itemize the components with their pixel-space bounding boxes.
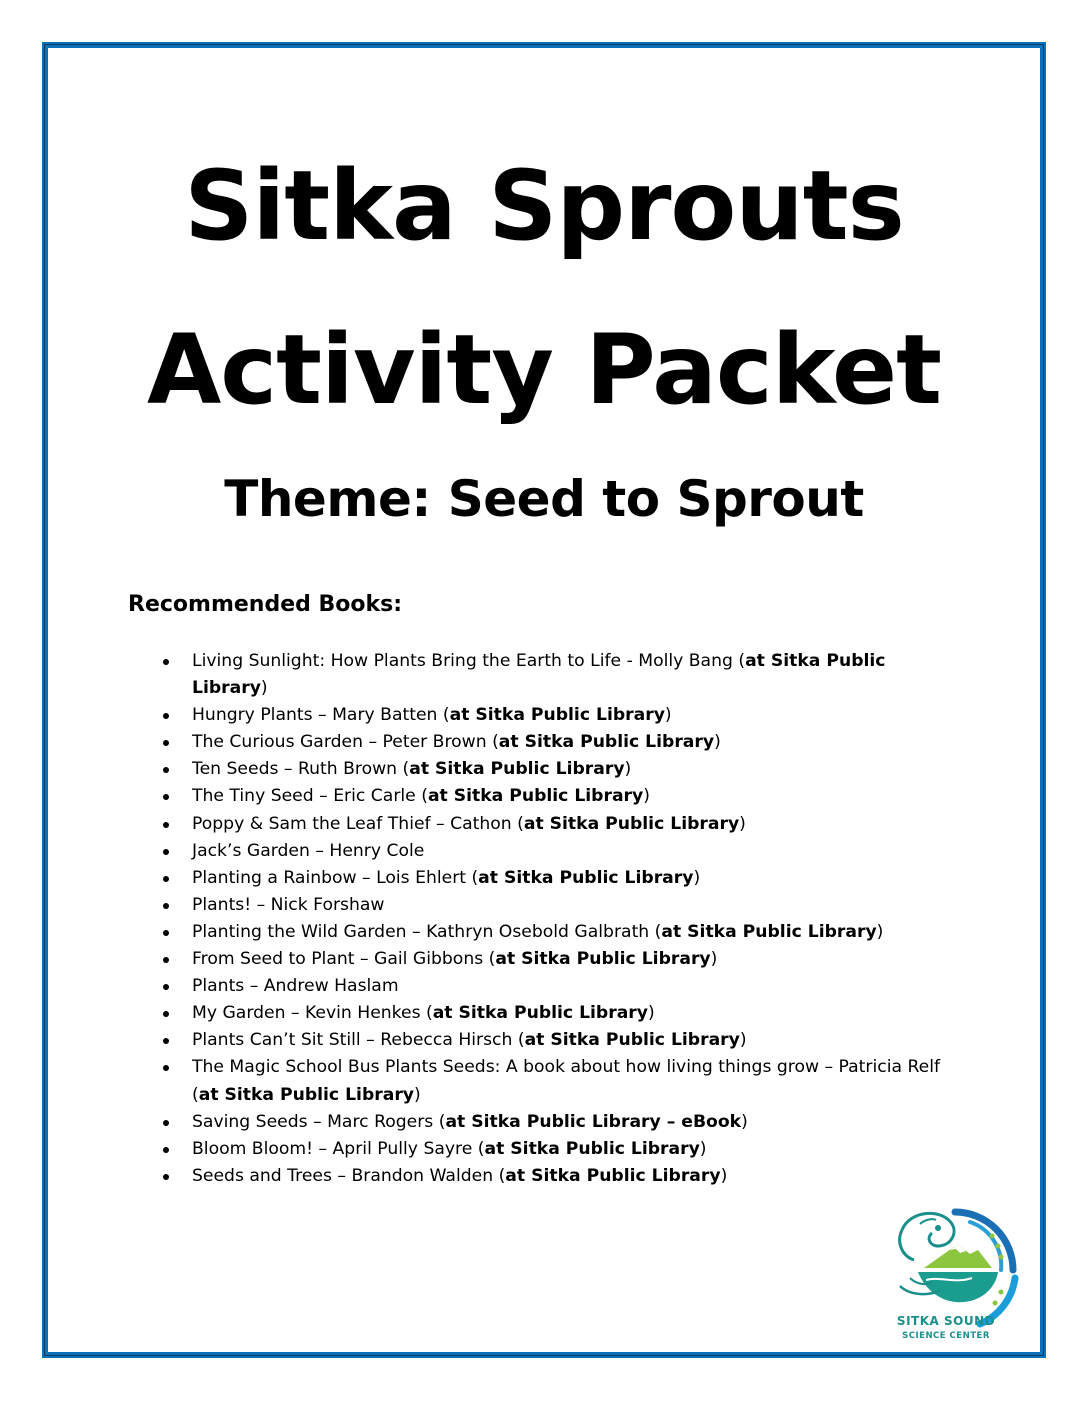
list-item: The Curious Garden – Peter Brown (at Sitka Public Library) bbox=[160, 729, 950, 756]
list-item: My Garden – Kevin Henkes (at Sitka Public Library) bbox=[160, 1000, 950, 1027]
logo-text-sitka-sound: SITKA SOUND bbox=[896, 1314, 996, 1328]
list-item: Bloom Bloom! – April Pully Sayre (at Sitka Public Library) bbox=[160, 1136, 950, 1163]
list-item: Living Sunlight: How Plants Bring the Earth to Life - Molly Bang (at Sitka Public Library) bbox=[160, 648, 950, 702]
book-list bbox=[160, 648, 950, 1190]
list-item: Jack’s Garden – Henry Cole bbox=[160, 838, 950, 865]
list-item: Planting the Wild Garden – Kathryn Osebold Galbrath (at Sitka Public Library) bbox=[160, 919, 950, 946]
list-item: Ten Seeds – Ruth Brown (at Sitka Public Library) bbox=[160, 756, 950, 783]
title-line-1: Sitka Sprouts bbox=[184, 150, 904, 262]
title-line-2: Activity Packet bbox=[146, 314, 942, 426]
list-item: Plants Can’t Sit Still – Rebecca Hirsch (at Sitka Public Library) bbox=[160, 1027, 950, 1054]
list-item: Seeds and Trees – Brandon Walden (at Sitka Public Library) bbox=[160, 1163, 950, 1190]
list-item: Plants! – Nick Forshaw bbox=[160, 892, 950, 919]
theme-heading: Theme: Seed to Sprout bbox=[224, 470, 864, 528]
list-item: Hungry Plants – Mary Batten (at Sitka Public Library) bbox=[160, 702, 950, 729]
list-item: Poppy & Sam the Leaf Thief – Cathon (at Sitka Public Library) bbox=[160, 811, 950, 838]
list-item: Plants – Andrew Haslam bbox=[160, 973, 950, 1000]
list-item: From Seed to Plant – Gail Gibbons (at Sitka Public Library) bbox=[160, 946, 950, 973]
list-item: Saving Seeds – Marc Rogers (at Sitka Public Library – eBook) bbox=[160, 1109, 950, 1136]
list-item: The Tiny Seed – Eric Carle (at Sitka Public Library) bbox=[160, 783, 950, 810]
recommended-books-heading: Recommended Books: bbox=[128, 592, 403, 617]
list-item: Planting a Rainbow – Lois Ehlert (at Sitka Public Library) bbox=[160, 865, 950, 892]
list-item: The Magic School Bus Plants Seeds: A book about how living things grow – Patricia Relf (at Sitka Public Library) bbox=[160, 1054, 950, 1108]
logo-text-science-center: SCIENCE CENTER bbox=[902, 1331, 990, 1341]
